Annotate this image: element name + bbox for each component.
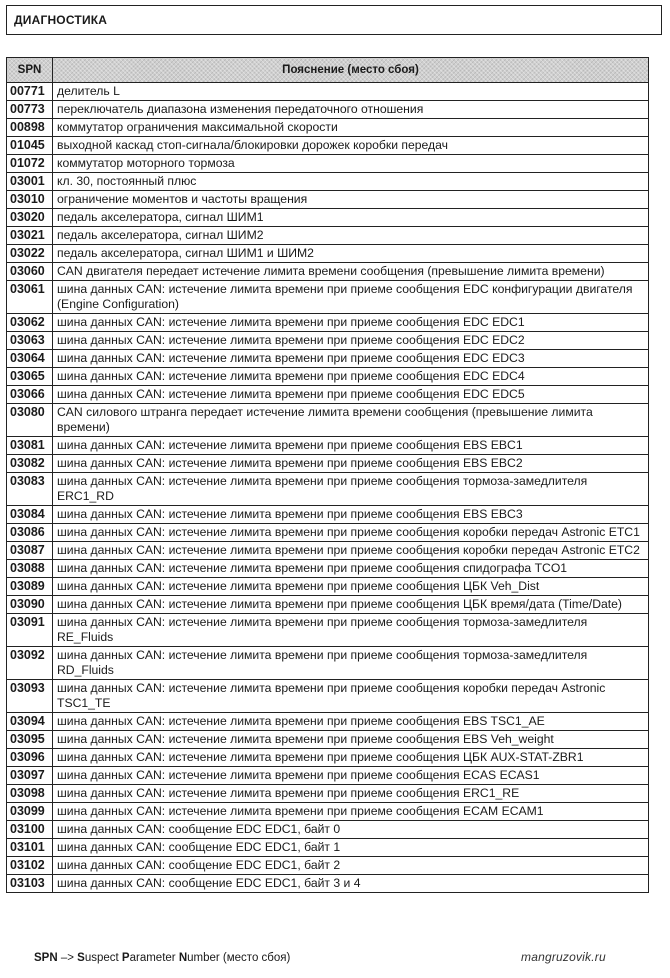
table-row [7,332,649,350]
spn-code: 03084 [7,506,53,524]
spn-code: 03096 [7,749,53,767]
table-row [7,821,649,839]
spn-code: 03081 [7,437,53,455]
spn-code: 03102 [7,857,53,875]
spn-code: 03098 [7,785,53,803]
spn-code: 03063 [7,332,53,350]
spn-description: коммутатор моторного тормоза [53,155,649,173]
spn-code: 03010 [7,191,53,209]
spn-description: шина данных CAN: сообщение EDC EDC1, байт 3 и 4 [53,875,649,893]
spn-code: 03082 [7,455,53,473]
spn-code: 03097 [7,767,53,785]
spn-description: переключатель диапазона изменения передаточного отношения [53,101,649,119]
spn-description: CAN силового штранга передает истечение лимита времени сообщения (превышение лимита времени) [53,404,649,437]
spn-description: делитель L [53,83,649,101]
spn-description: шина данных CAN: истечение лимита времени при приеме сообщения коробки передач Astronic ETC1 [53,524,649,542]
watermark-text: mangruzovik.ru [521,950,606,964]
table-row [7,155,649,173]
table-row [7,119,649,137]
spn-code: 03065 [7,368,53,386]
spn-code: 03022 [7,245,53,263]
table-row [7,455,649,473]
table-row [7,680,649,713]
table-row [7,173,649,191]
spn-description: шина данных CAN: истечение лимита времени при приеме сообщения EDC EDC2 [53,332,649,350]
spn-description: шина данных CAN: истечение лимита времени при приеме сообщения EBS TSC1_AE [53,713,649,731]
table-header-row [7,58,649,83]
table-row [7,506,649,524]
table-row [7,209,649,227]
footer-word-arameter: arameter [129,952,179,964]
spn-description: шина данных CAN: истечение лимита времени при приеме сообщения EDC EDC1 [53,314,649,332]
table-row [7,137,649,155]
table-row [7,473,649,506]
spn-description: шина данных CAN: сообщение EDC EDC1, байт 2 [53,857,649,875]
table-row [7,83,649,101]
spn-description: коммутатор ограничения максимальной скорости [53,119,649,137]
spn-code: 03061 [7,281,53,314]
table-row [7,368,649,386]
table-row [7,386,649,404]
spn-description: шина данных CAN: истечение лимита времени при приеме сообщения ERC1_RE [53,785,649,803]
spn-code: 03087 [7,542,53,560]
table-row [7,749,649,767]
spn-description: CAN двигателя передает истечение лимита времени сообщения (превышение лимита времени) [53,263,649,281]
table-row [7,560,649,578]
spn-description: шина данных CAN: истечение лимита времени при приеме сообщения ECAS ECAS1 [53,767,649,785]
spn-code: 03021 [7,227,53,245]
footer-word-uspect: uspect [84,952,122,964]
spn-code: 03062 [7,314,53,332]
spn-description: шина данных CAN: истечение лимита времени при приеме сообщения тормоза-замедлителя RE_Fluids [53,614,649,647]
spn-description: шина данных CAN: истечение лимита времени при приеме сообщения ECAM ECAM1 [53,803,649,821]
table-row [7,731,649,749]
table-row [7,578,649,596]
spn-description: шина данных CAN: истечение лимита времени при приеме сообщения EBS EBC2 [53,455,649,473]
table-row [7,596,649,614]
table-row [7,101,649,119]
spn-description: шина данных CAN: истечение лимита времени при приеме сообщения коробки передач Astronic ETC2 [53,542,649,560]
spn-table [6,57,649,893]
spn-code: 00898 [7,119,53,137]
spn-code: 03088 [7,560,53,578]
spn-code: 03066 [7,386,53,404]
table-row [7,437,649,455]
table-row [7,227,649,245]
spn-code: 03091 [7,614,53,647]
footer-word-umber: umber [187,952,220,964]
table-row [7,803,649,821]
footer-explanation: (место сбоя) [219,952,291,964]
spn-description: выходной каскад стоп-сигнала/блокировки дорожек коробки передач [53,137,649,155]
spn-code: 00773 [7,101,53,119]
spn-code: 03001 [7,173,53,191]
spn-description: шина данных CAN: истечение лимита времени при приеме сообщения EDC EDC4 [53,368,649,386]
spn-description: шина данных CAN: сообщение EDC EDC1, байт 1 [53,839,649,857]
column-header-spn: SPN [7,58,53,83]
spn-description: педаль акселератора, сигнал ШИМ1 и ШИМ2 [53,245,649,263]
spn-description: шина данных CAN: истечение лимита времени при приеме сообщения EDC EDC5 [53,386,649,404]
spn-code: 03092 [7,647,53,680]
spn-description: шина данных CAN: истечение лимита времени при приеме сообщения коробки передач Astronic TSC1_TE [53,680,649,713]
table-row [7,542,649,560]
table-row [7,263,649,281]
spn-description: шина данных CAN: истечение лимита времени при приеме сообщения EBS EBC3 [53,506,649,524]
spn-code: 01072 [7,155,53,173]
spn-description: педаль акселератора, сигнал ШИМ2 [53,227,649,245]
page-title: ДИАГНОСТИКА [14,13,108,27]
table-row [7,839,649,857]
spn-code: 03020 [7,209,53,227]
spn-code: 03101 [7,839,53,857]
footer-letter-s: S [77,952,85,964]
table-row [7,875,649,893]
table-row [7,713,649,731]
table-row [7,245,649,263]
spn-description: кл. 30, постоянный плюс [53,173,649,191]
footer-note [34,952,290,964]
footer-letter-n: N [178,952,188,964]
spn-code: 03090 [7,596,53,614]
table-row [7,350,649,368]
table-row [7,614,649,647]
spn-code: 00771 [7,83,53,101]
spn-description: шина данных CAN: истечение лимита времени при приеме сообщения EDC EDC3 [53,350,649,368]
table-row [7,404,649,437]
spn-description: шина данных CAN: истечение лимита времени при приеме сообщения тормоза-замедлителя ERC1_RD [53,473,649,506]
spn-code: 03099 [7,803,53,821]
spn-description: шина данных CAN: истечение лимита времени при приеме сообщения ЦБК время/дата (Time/Date) [53,596,649,614]
table-row [7,314,649,332]
spn-code: 03103 [7,875,53,893]
spn-description: шина данных CAN: сообщение EDC EDC1, байт 0 [53,821,649,839]
spn-description: шина данных CAN: истечение лимита времени при приеме сообщения тормоза-замедлителя RD_Fluids [53,647,649,680]
table-row [7,281,649,314]
page-header [6,5,662,35]
spn-code: 03086 [7,524,53,542]
table-body [7,83,649,893]
spn-description: шина данных CAN: истечение лимита времени при приеме сообщения EBS Veh_weight [53,731,649,749]
table-row [7,857,649,875]
spn-code: 03093 [7,680,53,713]
table-row [7,191,649,209]
spn-description: шина данных CAN: истечение лимита времени при приеме сообщения спидографа TCO1 [53,560,649,578]
spn-code: 03083 [7,473,53,506]
spn-code: 03064 [7,350,53,368]
table-row [7,647,649,680]
spn-code: 03080 [7,404,53,437]
spn-description: шина данных CAN: истечение лимита времени при приеме сообщения EBS EBC1 [53,437,649,455]
table-row [7,767,649,785]
footer-arrow: –> [57,952,78,964]
spn-code: 03060 [7,263,53,281]
footer-abbr: SPN [34,952,58,964]
table-row [7,524,649,542]
spn-description: шина данных CAN: истечение лимита времени при приеме сообщения ЦБК Veh_Dist [53,578,649,596]
spn-description: шина данных CAN: истечение лимита времени при приеме сообщения ЦБК AUX-STAT-ZBR1 [53,749,649,767]
table-row [7,785,649,803]
spn-code: 03094 [7,713,53,731]
spn-description: шина данных CAN: истечение лимита времени при приеме сообщения EDC конфигурации двигателя (Engine Configuration) [53,281,649,314]
spn-description: педаль акселератора, сигнал ШИМ1 [53,209,649,227]
spn-code: 01045 [7,137,53,155]
spn-code: 03100 [7,821,53,839]
footer-letter-p: P [121,952,130,964]
spn-code: 03089 [7,578,53,596]
spn-code: 03095 [7,731,53,749]
column-header-description: Пояснение (место сбоя) [53,58,649,83]
spn-description: ограничение моментов и частоты вращения [53,191,649,209]
